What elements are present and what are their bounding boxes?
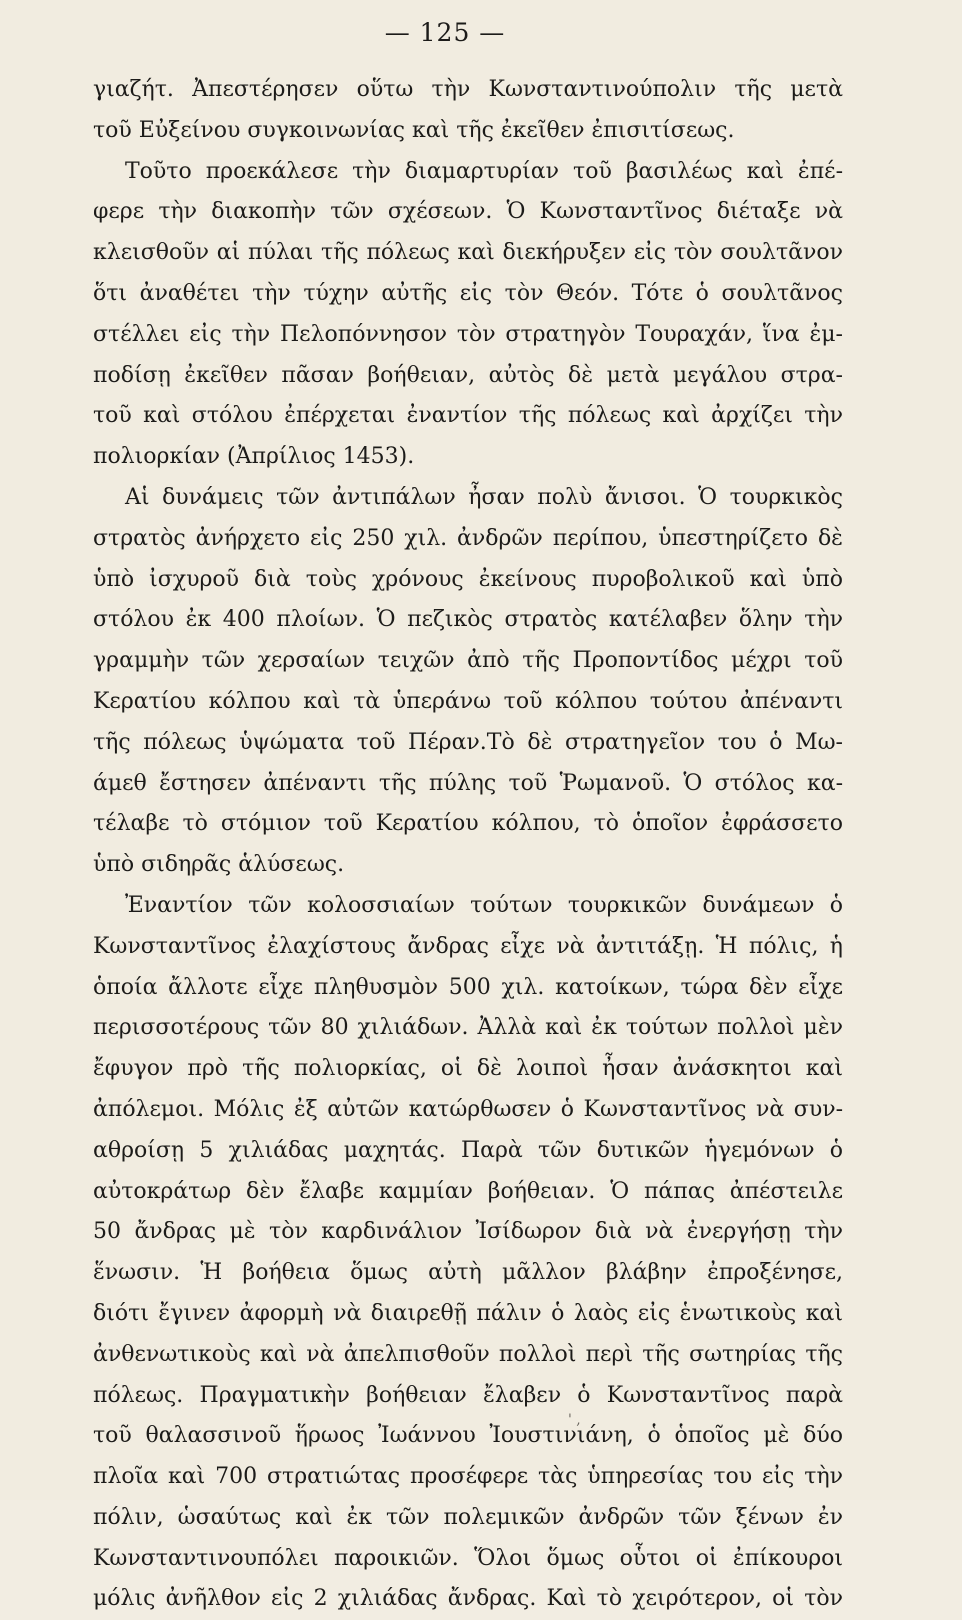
text-line: 50 ἄνδρας μὲ τὸν καρδινάλιον Ἰσίδωρον διὰ νὰ ἐνεργήσῃ τὴν — [93, 1219, 843, 1245]
text-line: Αἱ δυνάμεις τῶν ἀντιπάλων ἦσαν πολὺ ἄνισοι. Ὁ τουρκικὸς — [125, 484, 843, 510]
text-line: ἀνθενωτικοὺς καὶ νὰ ἀπελπισθοῦν πολλοὶ περὶ τῆς σωτηρίας τῆς — [93, 1341, 843, 1367]
text-line: τῆς πόλεως ὑψώματα τοῦ Πέραν.Τὸ δὲ στρατηγεῖον του ὁ Μω- — [93, 729, 843, 755]
text-line: πλοῖα καὶ 700 στρατιώτας προσέφερε τὰς ὑπηρεσίας του εἰς τὴν — [93, 1464, 843, 1490]
text-line: ὁποία ἄλλοτε εἶχε πληθυσμὸν 500 χιλ. κατοίκων, τώρα δὲν εἶχε — [93, 974, 843, 1000]
text-line: ὅτι ἀναθέτει τὴν τύχην αὐτῆς εἰς τὸν Θεόν. Τότε ὁ σουλτᾶνος — [93, 280, 843, 306]
text-line: ἔφυγον πρὸ τῆς πολιορκίας, οἱ δὲ λοιποὶ ἦσαν ἀνάσκητοι καὶ — [93, 1056, 843, 1082]
text-line: τοῦ Εὐξείνου συγκοινωνίας καὶ τῆς ἐκεῖθεν ἐπισιτίσεως. — [93, 117, 735, 143]
text-line: ποδίσῃ ἐκεῖθεν πᾶσαν βοήθειαν, αὐτὸς δὲ μετὰ μεγάλου στρα- — [93, 362, 843, 388]
text-line: στόλου ἐκ 400 πλοίων. Ὁ πεζικὸς στρατὸς κατέλαβεν ὅλην τὴν — [93, 607, 843, 633]
text-line: διότι ἔγινεν ἀφορμὴ νὰ διαιρεθῇ πάλιν ὁ λαὸς εἰς ἑνωτικοὺς καὶ — [93, 1300, 843, 1326]
text-line: Κωνσταντινουπόλει παροικιῶν. Ὅλοι ὅμως οὗτοι οἱ ἐπίκουροι — [93, 1545, 843, 1571]
text-line: περισσοτέρους τῶν 80 χιλιάδων. Ἀλλὰ καὶ ἐκ τούτων πολλοὶ μὲν — [93, 1015, 843, 1041]
text-line: ἀπόλεμοι. Μόλις ἐξ αὐτῶν κατώρθωσεν ὁ Κωνσταντῖνος νὰ συν- — [93, 1096, 843, 1122]
text-line: πόλιν, ὡσαύτως καὶ ἐκ τῶν πολεμικῶν ἀνδρῶν τῶν ξένων ἐν — [93, 1504, 843, 1530]
text-line: γιαζήτ. Ἀπεστέρησεν οὕτω τὴν Κωνσταντινούπολιν τῆς μετὰ — [93, 77, 843, 102]
text-line: ὑπὸ σιδηρᾶς ἁλύσεως. — [93, 852, 345, 878]
text-line: τέλαβε τὸ στόμιον τοῦ Κερατίου κόλπου, τὸ ὁποῖον ἐφράσσετο — [93, 811, 843, 837]
text-line: κλεισθοῦν αἱ πύλαι τῆς πόλεως καὶ διεκήρυξεν εἰς τὸν σουλτᾶνον — [93, 240, 843, 266]
text-line: Τοῦτο προεκάλεσε τὴν διαμαρτυρίαν τοῦ βασιλέως καὶ ἐπέ- — [125, 158, 843, 184]
text-line: τοῦ καὶ στόλου ἐπέρχεται ἐναντίον τῆς πόλεως καὶ ἀρχίζει τὴν — [93, 403, 843, 429]
text-line: τοῦ θαλασσινοῦ ἥρωος Ἰωάννου Ἰουστινιάνη, ὁ ὁποῖος μὲ δύο — [93, 1423, 843, 1449]
text-line: άμεθ ἔστησεν ἀπέναντι τῆς πύλης τοῦ Ῥωμανοῦ. Ὁ στόλος κα- — [93, 770, 843, 796]
text-line: πόλεως. Πραγματικὴν βοήθειαν ἔλαβεν ὁ Κωνσταντῖνος παρὰ — [93, 1382, 843, 1408]
text-line: γραμμὴν τῶν χερσαίων τειχῶν ἀπὸ τῆς Προποντίδος μέχρι τοῦ — [93, 648, 843, 674]
text-line: Κερατίου κόλπου καὶ τὰ ὑπεράνω τοῦ κόλπου τούτου ἀπέναντι — [93, 688, 843, 714]
text-line: στέλλει εἰς τὴν Πελοπόννησον τὸν στρατηγὸν Τουραχάν, ἵνα ἐμ- — [93, 321, 843, 347]
text-line: πολιορκίαν (Ἀπρίλιος 1453). — [93, 444, 415, 470]
stray-ink-mark: ' , — [568, 1412, 581, 1428]
text-line: μόλις ἀνῆλθον εἰς 2 χιλιάδας ἄνδρας. Καὶ τὸ χειρότερον, οἱ τὸν — [93, 1586, 843, 1612]
text-line: Κωνσταντῖνος ἐλαχίστους ἄνδρας εἶχε νὰ ἀντιτάξῃ. Ἡ πόλις, ἡ — [93, 933, 843, 959]
body-text — [93, 70, 843, 1620]
text-line: αὐτοκράτωρ δὲν ἔλαβε καμμίαν βοήθειαν. Ὁ πάπας ἀπέστειλε — [93, 1178, 843, 1204]
text-line: στρατὸς ἀνήρχετο εἰς 250 χιλ. ἀνδρῶν περίπου, ὑπεστηρίζετο δὲ — [93, 525, 843, 551]
text-line: ἕνωσιν. Ἡ βοήθεια ὅμως αὐτὴ μᾶλλον βλάβην ἐπροξένησε, — [93, 1260, 843, 1286]
text-line: αθροίσῃ 5 χιλιάδας μαχητάς. Παρὰ τῶν δυτικῶν ἡγεμόνων ὁ — [93, 1137, 843, 1163]
text-line: ὑπὸ ἰσχυροῦ διὰ τοὺς χρόνους ἐκείνους πυροβολικοῦ καὶ ὑπὸ — [93, 566, 843, 592]
text-line: Ἐναντίον τῶν κολοσσιαίων τούτων τουρκικῶν δυνάμεων ὁ — [125, 892, 843, 918]
page-number: — 125 — — [384, 18, 506, 47]
text-line: φερε τὴν διακοπὴν τῶν σχέσεων. Ὁ Κωνσταντῖνος διέταξε νὰ — [93, 199, 843, 225]
